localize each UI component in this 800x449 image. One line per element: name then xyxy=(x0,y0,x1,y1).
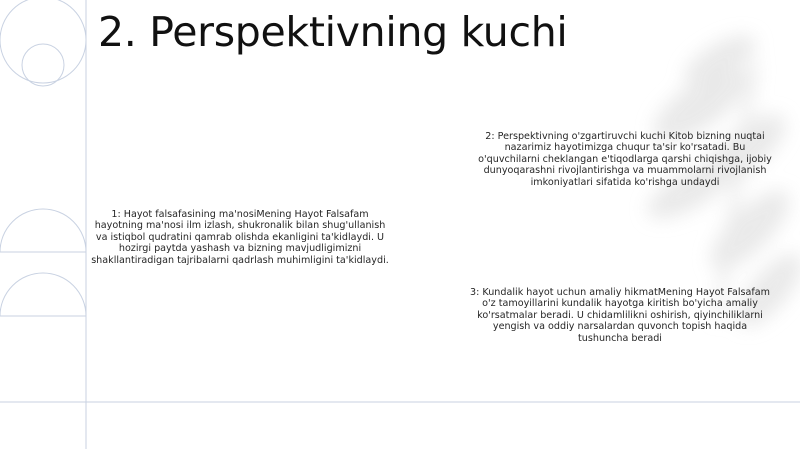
text-block-2: 2: Perspektivning o'zgartiruvchi kuchi Kitob bizning nuqtai nazarimiz hayotimizga chuqur ta'sir ko'rsatadi. Bu o'quvchilarni cheklangan e'tiqodlarga qarshi chiqishga, ijobiy dunyoqarashni rivojlantirishga va muammolarni rivojlanish imkoniyatlari sifatida ko'rishga undaydi xyxy=(478,131,772,188)
page-title: 2. Perspektivning kuchi xyxy=(98,8,568,56)
text-block-3: 3: Kundalik hayot uchun amaliy hikmatMening Hayot Falsafam o'z tamoyillarini kundalik hayotga kiritish bo'yicha amaliy ko'rsatmalar beradi. U chidamlilikni oshirish, qiyinchiliklarni yengish va oddiy narsalardan quvonch topish haqida tushuncha beradi xyxy=(470,287,770,344)
text-block-1: 1: Hayot falsafasining ma'nosiMening Hayot Falsafam hayotning ma'nosi ilm izlash, shukronalik bilan shug'ullanish va istiqbol qudratini qamrab olishda ekanligini ta'kidlaydi. U hozirgi paytda yashash va bizning mavjudligimizni shakllantiradigan tajribalarni qadrlash muhimligini ta'kidlaydi. xyxy=(91,209,389,266)
